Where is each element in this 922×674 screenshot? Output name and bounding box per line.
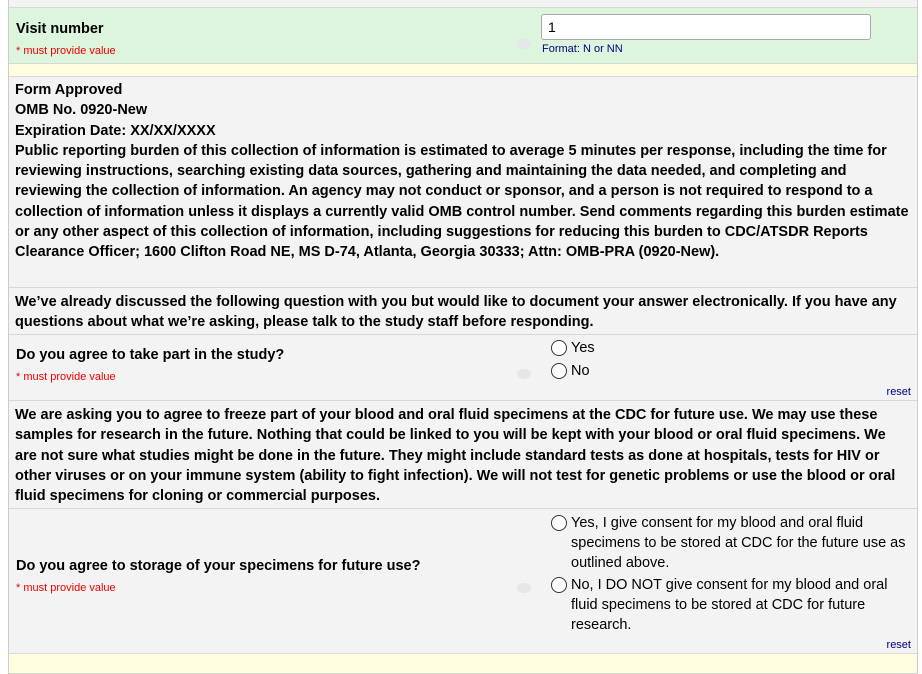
agree-question-row [9,335,917,401]
expiration-date: Expiration Date: XX/XX/XXXX [15,122,216,139]
reset-link[interactable]: reset [886,386,911,398]
survey-form [8,0,918,674]
storage-option-no[interactable] [551,575,911,635]
required-note: * must provide value [16,582,116,594]
section-spacer [9,64,917,77]
radio-button[interactable] [551,363,567,379]
reset-link[interactable]: reset [886,639,911,651]
visit-number-input[interactable] [541,14,871,40]
radio-button[interactable] [551,577,567,593]
freeze-text: We are asking you to agree to freeze part of your blood and oral fluid specimens at the CDC for future use. We may use these samples for research in the future. Nothing that could be linked to you will be kept with your blood or oral fluid specimens. We are not sure what studies might be done in the future. They might include standard tests as done at hospitals, tests for HIV or other viruses or on your immune system (ability to fight infection). We will not test for genetic problems or use the blood or oral fluid specimens for cloning or commercial purposes. [9,401,917,509]
required-note: * must provide value [16,45,116,57]
storage-question-row [9,509,917,654]
option-label: No [571,363,590,379]
comment-bubble-icon[interactable] [517,39,531,49]
option-label: Yes [571,340,595,356]
top-strip [9,0,917,8]
burden-statement: Public reporting burden of this collection of information is estimated to average 5 minutes per response, including the time for reviewing instructions, searching existing data sources, gathering and maintaining the data needed, and completing and reviewing the collection of information. An agency may not conduct or sponsor, and a person is not required to respond to a collection of information unless it displays a currently valid OMB control number. Send comments regarding this burden estimate or any other aspect of this collection of information, including suggestions for reducing this burden to CDC/ATSDR Reports Clearance Officer; 1600 Clifton Road NE, MS D-74, Atlanta, Georgia 30333; Attn: OMB-PRA (0920-New). [15,142,909,261]
agree-option-yes[interactable] [551,338,595,358]
option-label: Yes, I give consent for my blood and oral fluid specimens to be stored at CDC for the future use as outlined above. [571,515,906,571]
required-note: * must provide value [16,371,116,383]
omb-number: OMB No. 0920-New [15,102,148,119]
radio-button[interactable] [551,515,567,531]
option-label: No, I DO NOT give consent for my blood and oral fluid specimens to be stored at CDC for future research. [571,577,888,633]
visit-number-row [9,8,917,64]
radio-button[interactable] [551,340,567,356]
visit-number-label: Visit number [16,21,104,37]
agree-question-label: Do you agree to take part in the study? [16,347,285,363]
intro-text: We’ve already discussed the following question with you but would like to document your answer electronically. If you have any questions about what we’re asking, please talk to the study staff before responding. [9,288,917,335]
comment-bubble-icon[interactable] [517,583,531,593]
form-approved: Form Approved [15,82,123,98]
agree-option-no[interactable] [551,361,595,381]
comment-bubble-icon[interactable] [517,369,531,379]
omb-notice [9,77,917,288]
storage-question-label: Do you agree to storage of your specimens for future use? [16,558,421,574]
format-hint: Format: N or NN [542,43,623,55]
storage-option-yes[interactable] [551,513,911,573]
section-spacer [9,654,917,674]
